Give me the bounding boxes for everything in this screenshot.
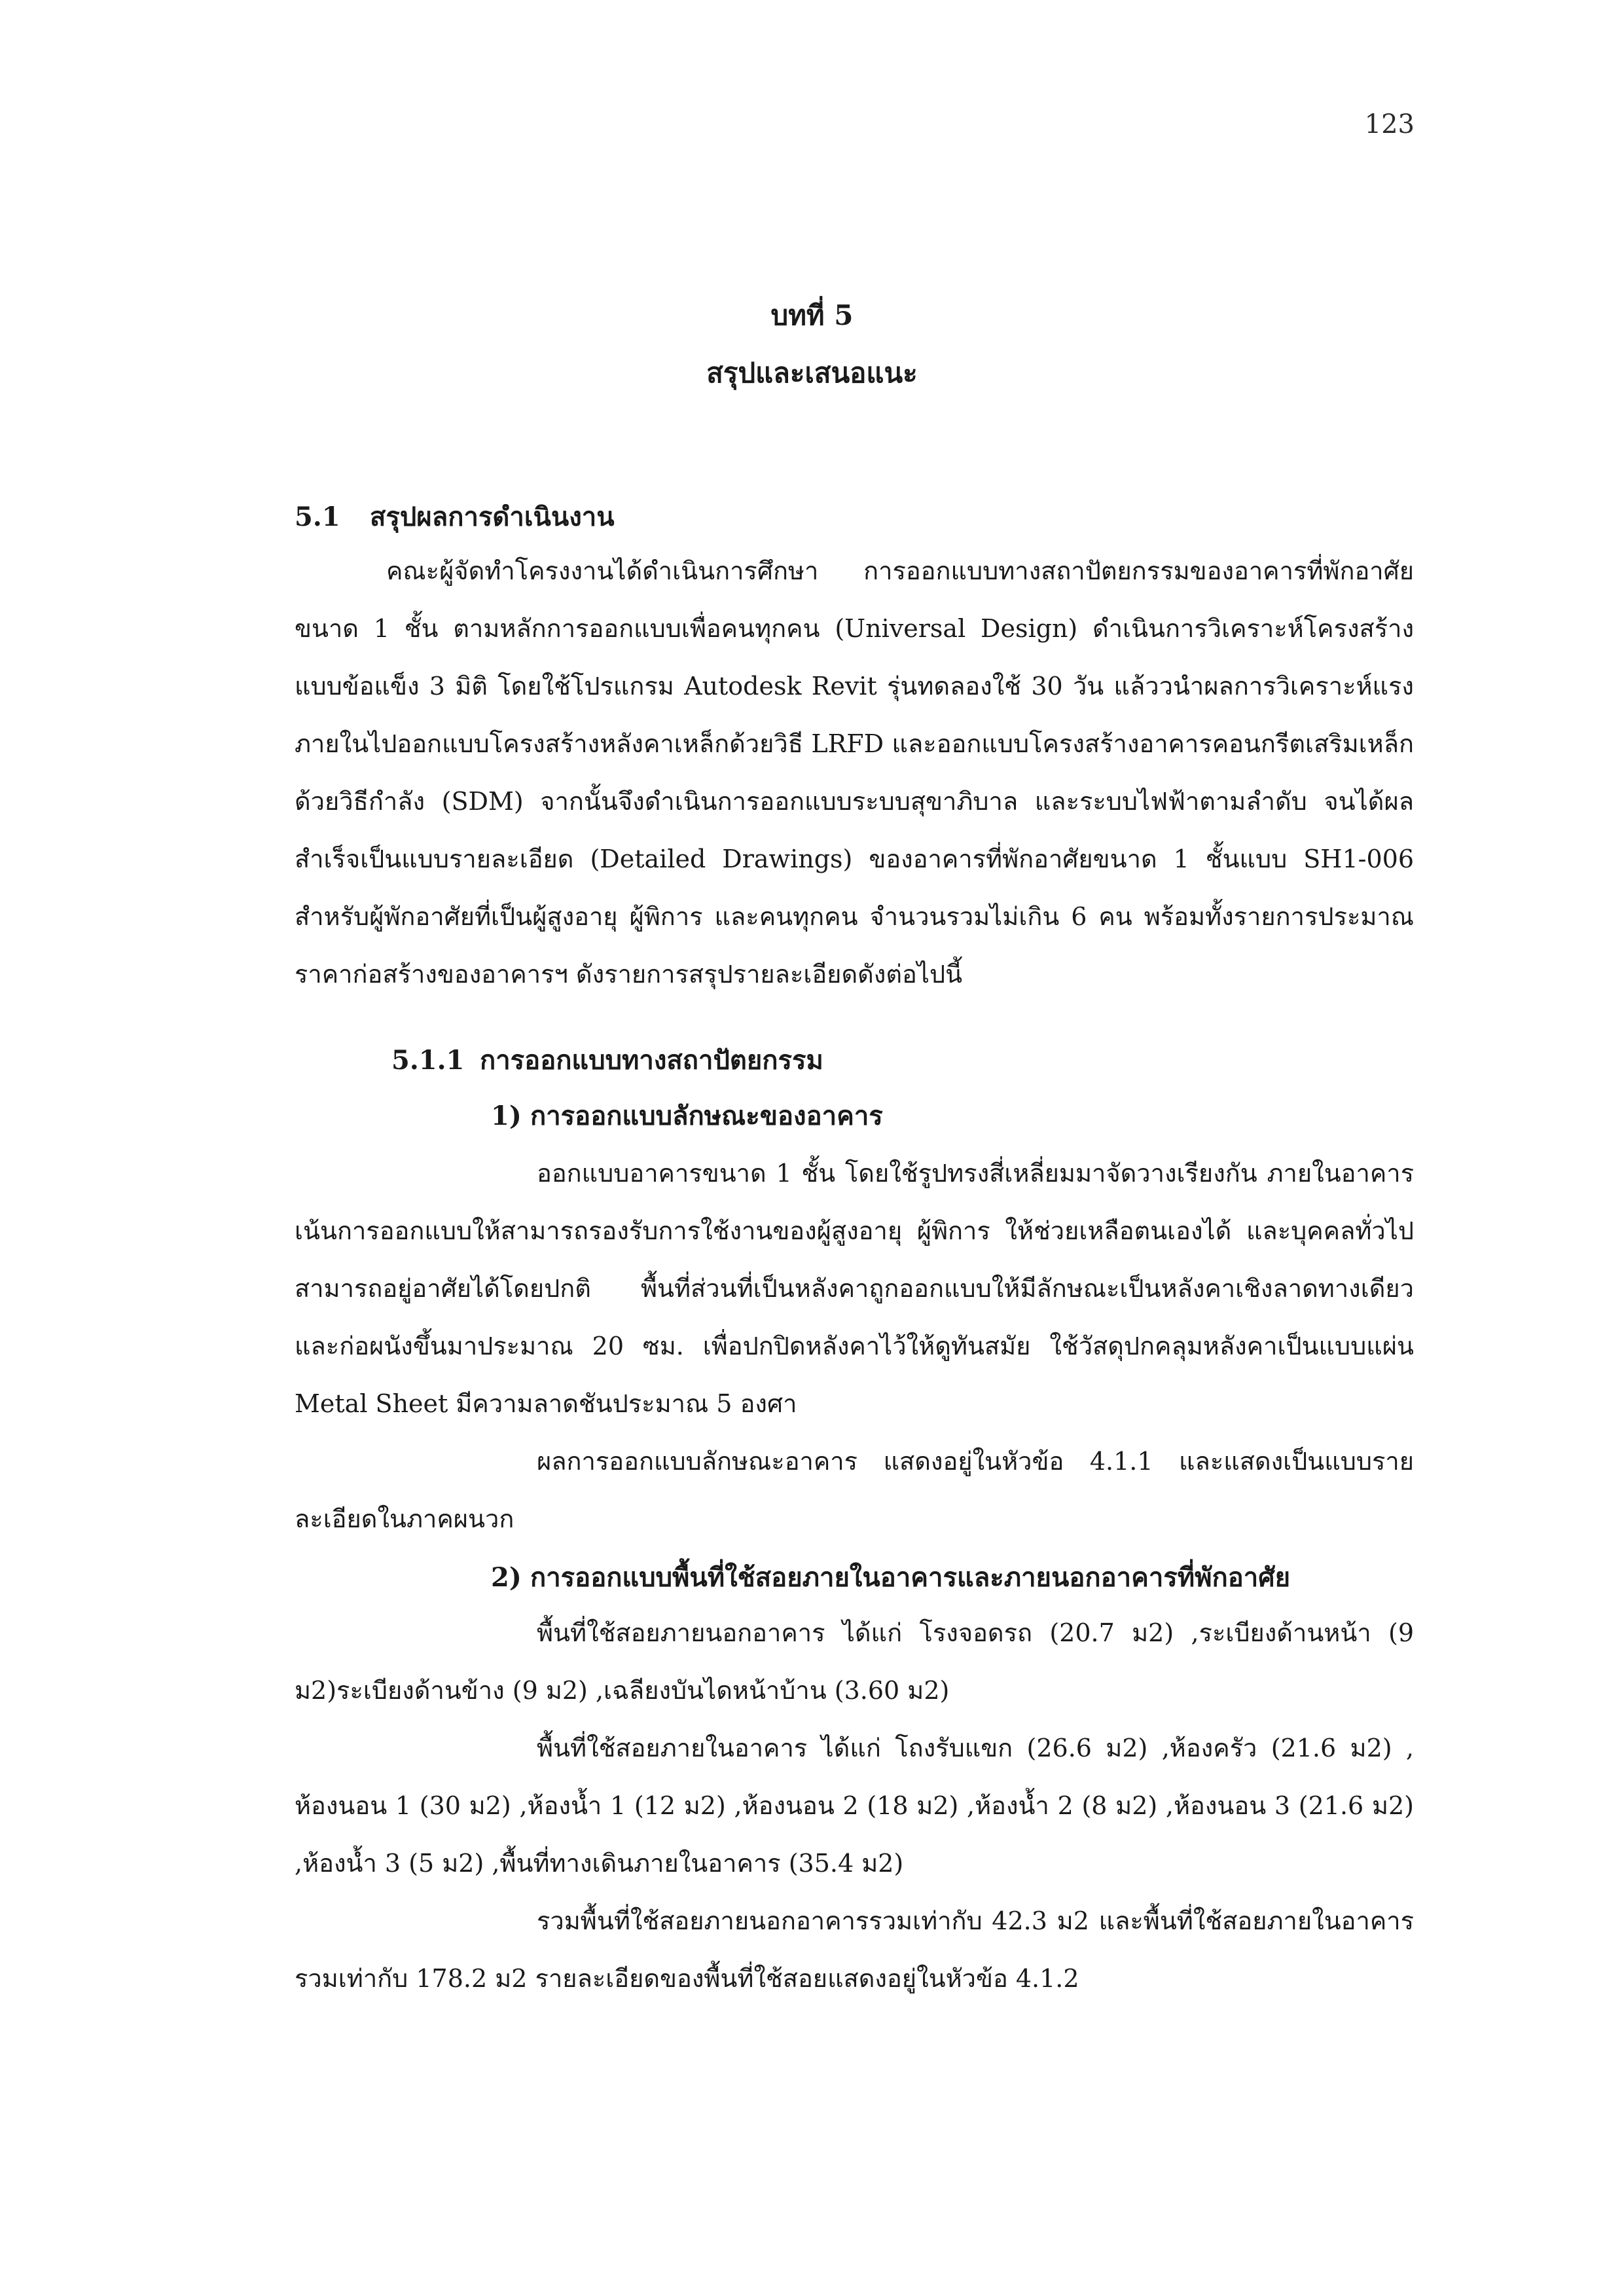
item-heading-1 [491, 1097, 883, 1136]
item-1-paragraph-2: ผลการออกแบบลักษณะอาคาร แสดงอยู่ในหัวข้อ 4.1.1 และแสดงเป็นแบบรายละเอียดในภาคผนวก [295, 1447, 1414, 1533]
section-heading-5-1-1 [391, 1041, 823, 1080]
item-number: 1) [491, 1101, 522, 1131]
chapter-title: สรุปและเสนอแนะ [706, 357, 918, 389]
item-heading-2 [491, 1558, 1290, 1597]
item-title: การออกแบบลักษณะของอาคาร [530, 1101, 883, 1131]
section-title: สรุปผลการดำเนินงาน [370, 501, 615, 532]
item-title: การออกแบบพื้นที่ใช้สอยภายในอาคารและภายนอกอาคารที่พักอาศัย [530, 1562, 1291, 1593]
item-number: 2) [491, 1562, 522, 1593]
page-number: 123 [1364, 109, 1415, 139]
chapter-number: บทที่ 5 [770, 299, 854, 331]
section-heading-5-1 [295, 498, 615, 537]
item-1-paragraph-1: ออกแบบอาคารขนาด 1 ชั้น โดยใช้รูปทรงสี่เหลี่ยมมาจัดวางเรียงกัน ภายในอาคารเน้นการออกแบบให้สามารถรองรับการใช้งานของผู้สูงอายุ ผู้พิการ ให้ช่วยเหลือตนเองได้ และบุคคลทั่วไปสามารถอยู่อาศัยได้โดยปกติ พื้นที่ส่วนที่เป็นหลังคาถูกออกแบบให้มีลักษณะเป็นหลังคาเชิงลาดทางเดียว และก่อผนังขึ้นมาประมาณ 20 ซม. เพื่อปกปิดหลังคาไว้ให้ดูทันสมัย ใช้วัสดุปกคลุมหลังคาเป็นแบบแผ่น Metal Sheet มีความลาดชันประมาณ 5 องศา [295, 1159, 1414, 1418]
section-5-1-paragraph: คณะผู้จัดทำโครงงานได้ดำเนินการศึกษา การออกแบบทางสถาปัตยกรรมของอาคารที่พักอาศัยขนาด 1 ชั้น ตามหลักการออกแบบเพื่อคนทุกคน (Universal Design) ดำเนินการวิเคราะห์โครงสร้างแบบข้อแข็ง 3 มิติ โดยใช้โปรแกรม Autodesk Revit รุ่นทดลองใช้ 30 วัน แล้ววนำผลการวิเคราะห์แรงภายในไปออกแบบโครงสร้างหลังคาเหล็กด้วยวิธี LRFD และออกแบบโครงสร้างอาคารคอนกรีตเสริมเหล็กด้วยวิธีกำลัง (SDM) จากนั้นจึงดำเนินการออกแบบระบบสุขาภิบาล และระบบไฟฟ้าตามลำดับ จนได้ผลสำเร็จเป็นแบบรายละเอียด (Detailed Drawings) ของอาคารที่พักอาศัยขนาด 1 ชั้นแบบ SH1-006 สำหรับผู้พักอาศัยที่เป็นผู้สูงอายุ ผู้พิการ และคนทุกคน จำนวนรวมไม่เกิน 6 คน พร้อมทั้งรายการประมาณราคาก่อสร้างของอาคารฯ ดังรายการสรุปรายละเอียดดังต่อไปนี้ [295, 556, 1414, 989]
item-2-paragraph-2: พื้นที่ใช้สอยภายในอาคาร ได้แก่ โถงรับแขก (26.6 ม2) ,ห้องครัว (21.6 ม2) , ห้องนอน 1 (30 ม2) ,ห้องน้ำ 1 (12 ม2) ,ห้องนอน 2 (18 ม2) ,ห้องน้ำ 2 (8 ม2) ,ห้องนอน 3 (21.6 ม2) ,ห้องน้ำ 3 (5 ม2) ,พื้นที่ทางเดินภายในอาคาร (35.4 ม2) [295, 1734, 1414, 1878]
section-title: การออกแบบทางสถาปัตยกรรม [480, 1045, 823, 1076]
section-number: 5.1.1 [391, 1045, 465, 1076]
section-number: 5.1 [295, 501, 340, 532]
item-2-paragraph-1: พื้นที่ใช้สอยภายนอกอาคาร ได้แก่ โรงจอดรถ (20.7 ม2) ,ระเบียงด้านหน้า (9 ม2)ระเบียงด้านข้าง (9 ม2) ,เฉลียงบันไดหน้าบ้าน (3.60 ม2) [295, 1618, 1414, 1705]
item-2-paragraph-3: รวมพื้นที่ใช้สอยภายนอกอาคารรวมเท่ากับ 42.3 ม2 และพื้นที่ใช้สอยภายในอาคาร รวมเท่ากับ 178.2 ม2 รายละเอียดของพื้นที่ใช้สอยแสดงอยู่ในหัวข้อ 4.1.2 [295, 1906, 1414, 1993]
